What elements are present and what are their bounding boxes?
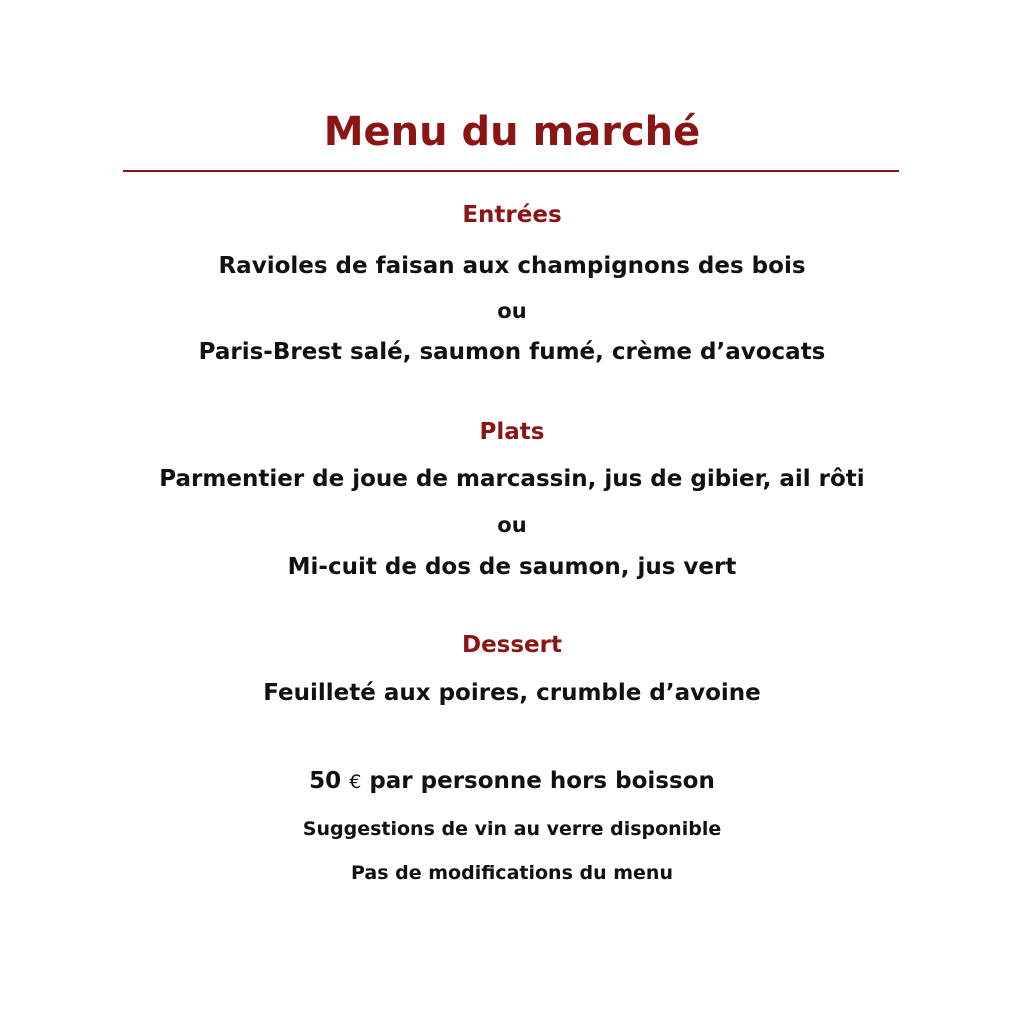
price-text: par personne hors boisson [369,768,715,794]
wine-note: Suggestions de vin au verre disponible [302,818,722,840]
dessert-option-1: Feuilleté aux poires, crumble d’avoine [263,680,761,706]
section-heading-dessert: Dessert [461,632,562,658]
entree-option-1: Ravioles de faisan aux champignons des bois [218,253,806,279]
plat-option-1: Parmentier de joue de marcassin, jus de gibier, ail rôti [159,466,865,492]
price-line [0,767,1024,796]
price-currency: € [349,771,362,793]
title-divider [123,170,899,172]
menu-title: Menu du marché [323,109,701,155]
section-heading-plats: Plats [479,419,545,445]
price-amount: 50 [309,768,342,794]
modification-note: Pas de modifications du menu [351,862,673,884]
plat-separator: ou [497,513,527,537]
entree-separator: ou [497,299,527,323]
plat-option-2: Mi-cuit de dos de saumon, jus vert [287,554,737,580]
entree-option-2: Paris-Brest salé, saumon fumé, crème d’avocats [198,339,826,365]
section-heading-entrees: Entrées [462,202,562,228]
